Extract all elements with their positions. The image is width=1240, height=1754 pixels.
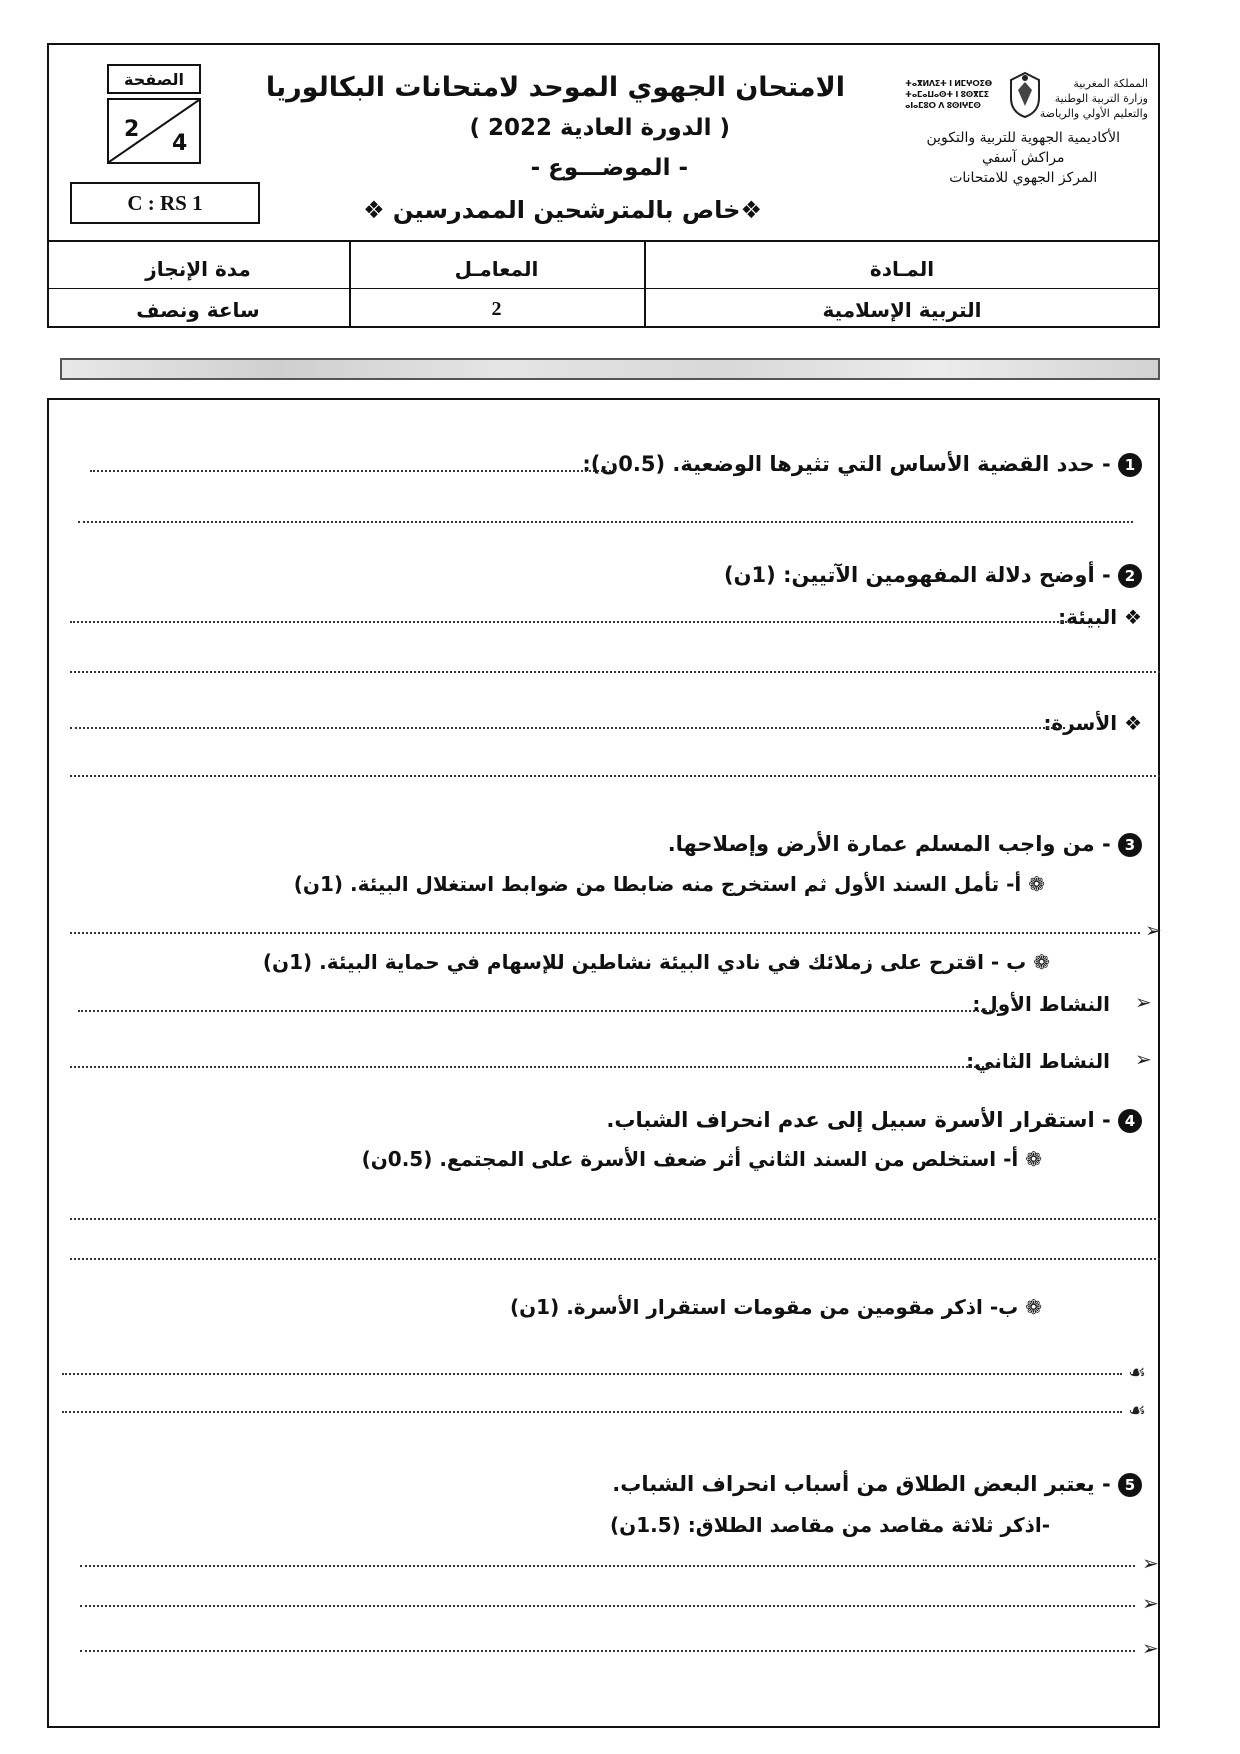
question-number: 4	[1118, 1109, 1142, 1133]
header-cell-coefficient: المعامـل	[454, 257, 539, 281]
concept-family: ❖ الأسرة:	[1043, 711, 1142, 735]
header-cell-duration: مدة الإنجاز	[145, 257, 251, 281]
cell-subject: التربية الإسلامية	[822, 298, 982, 322]
answer-line[interactable]	[78, 521, 1133, 523]
question-5-sub: -اذكر ثلاثة مقاصد من مقاصد الطلاق: (1.5ن)	[609, 1513, 1050, 1537]
answer-line[interactable]	[62, 1373, 1122, 1375]
ministry-name: المملكة المغربية وزارة التربية الوطنية والتعليم الأولي والرياضة	[1039, 77, 1148, 120]
arrow-bullet-icon: ➢	[1135, 1047, 1152, 1071]
candidates-note: ❖خاص بالمترشحين الممدرسين ❖	[363, 196, 762, 224]
concept-environment: ❖ البيئة:	[1058, 605, 1142, 629]
page-label: الصفحة	[107, 64, 201, 94]
arrow-bullet-icon: ➢	[1142, 1551, 1159, 1575]
question-number: 2	[1118, 564, 1142, 588]
question-2: 2 - أوضح دلالة المفهومين الآتيين: (1ن)	[724, 563, 1142, 588]
answer-line[interactable]	[80, 1650, 1135, 1652]
answer-line[interactable]	[70, 1218, 1160, 1220]
answer-line[interactable]	[70, 1066, 1000, 1068]
header-cell-subject: المـادة	[869, 257, 935, 281]
question-1: 1 - حدد القضية الأساس التي تثيرها الوضعية. (0.5ن):	[582, 452, 1142, 477]
subject-heading: - الموضـــوع -	[530, 155, 688, 181]
answer-line[interactable]	[70, 932, 1140, 934]
academy-name: الأكاديمية الجهوية للتربية والتكوين مراكش آسفي المركز الجهوي للامتحانات	[926, 130, 1120, 186]
arrow-bullet-icon: ➢	[1142, 1636, 1159, 1660]
question-3a: ❁ أ- تأمل السند الأول ثم استخرج منه ضابطا من ضوابط استغلال البيئة. (1ن)	[293, 872, 1045, 896]
cell-duration: ساعة ونصف	[136, 298, 260, 322]
answer-line[interactable]	[70, 727, 1065, 729]
arrow-bullet-icon: ➢	[1142, 1591, 1159, 1615]
arrow-bullet-icon: ➢	[1145, 918, 1162, 942]
answer-line[interactable]	[70, 1258, 1160, 1260]
answer-line[interactable]	[70, 621, 1070, 623]
activity-2-label: النشاط الثاني:	[966, 1049, 1110, 1073]
ministry-name-tifinagh: ⵜⴰⴳⵍⴷⵉⵜ ⵏ ⵍⵎⵖⵔⵉⴱ ⵜⴰⵎⴰⵡⴰⵙⵜ ⵏ ⵓⵙⴳⵎⵉ ⴰⵏⴰⵎⵓⵔ ⴷ ⵓⵙⵏⵖⵎⵙ	[905, 79, 992, 110]
separator-bar	[60, 358, 1160, 380]
question-5: 5 - يعتبر البعض الطلاق من أسباب انحراف الشباب.	[612, 1472, 1142, 1497]
leaf-bullet-icon: ☙	[1128, 1398, 1146, 1422]
table-top-border	[47, 240, 1160, 242]
answer-line[interactable]	[78, 1010, 998, 1012]
question-number: 1	[1118, 453, 1142, 477]
exam-title: الامتحان الجهوي الموحد لامتحانات البكالوريا	[265, 72, 845, 103]
question-number: 3	[1118, 833, 1142, 857]
activity-1-label: النشاط الأول:	[972, 992, 1110, 1016]
cell-coefficient: 2	[491, 298, 502, 320]
question-4b: ❁ ب- اذكر مقومين من مقومات استقرار الأسرة. (1ن)	[509, 1295, 1042, 1319]
answer-line[interactable]	[90, 470, 615, 472]
question-number: 5	[1118, 1473, 1142, 1497]
question-4: 4 - استقرار الأسرة سبيل إلى عدم انحراف الشباب.	[606, 1108, 1142, 1133]
answer-line[interactable]	[80, 1565, 1135, 1567]
question-3: 3 - من واجب المسلم عمارة الأرض وإصلاحها.	[668, 832, 1142, 857]
answer-line[interactable]	[62, 1411, 1122, 1413]
page-total: 4	[172, 131, 188, 156]
answer-line[interactable]	[70, 671, 1160, 673]
table-row-separator	[47, 288, 1160, 289]
question-3b: ❁ ب - اقترح على زملائك في نادي البيئة نشاطين للإسهام في حماية البيئة. (1ن)	[262, 950, 1050, 974]
exam-session: ( الدورة العادية 2022 )	[469, 115, 730, 141]
question-4a: ❁ أ- استخلص من السند الثاني أثر ضعف الأسرة على المجتمع. (0.5ن)	[361, 1147, 1042, 1171]
page-current: 2	[124, 117, 140, 142]
answer-line[interactable]	[70, 775, 1160, 777]
crest-icon	[1005, 70, 1045, 120]
arrow-bullet-icon: ➢	[1135, 990, 1152, 1014]
answer-line[interactable]	[80, 1605, 1135, 1607]
exam-code: C : RS 1	[70, 182, 260, 224]
leaf-bullet-icon: ☙	[1128, 1360, 1146, 1384]
